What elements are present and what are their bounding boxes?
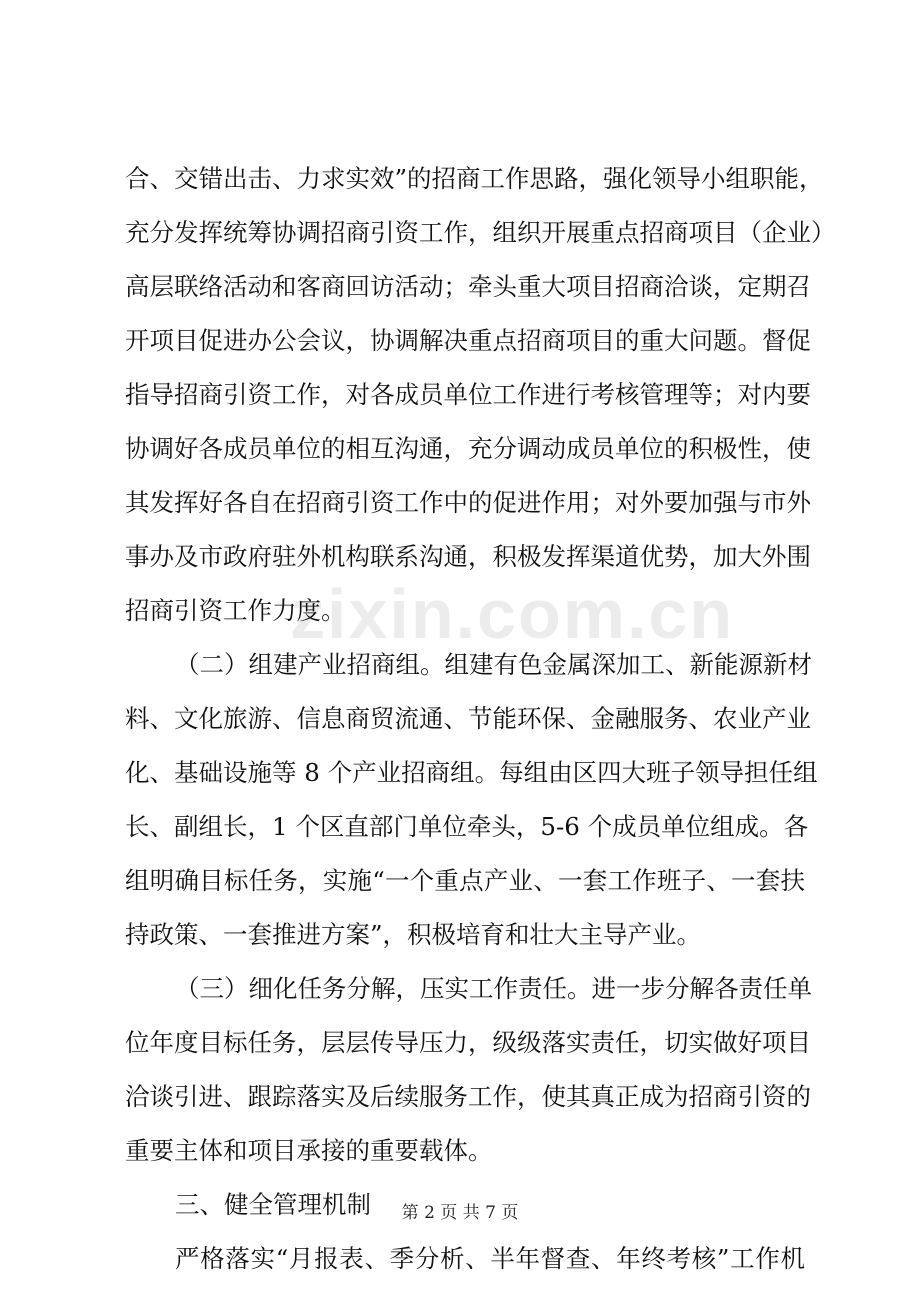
watermark: zixin.com.cn bbox=[290, 575, 735, 653]
text-line: 位年度目标任务，层层传导压力，级级落实责任，切实做好项目 bbox=[125, 1028, 811, 1057]
text-line: 其发挥好各自在招商引资工作中的促进作用；对外要加强与市外 bbox=[125, 488, 811, 517]
text-line: 高层联络活动和客商回访活动；牵头重大项目招商洽谈，定期召 bbox=[125, 272, 811, 301]
text-line: 开项目促进办公会议，协调解决重点招商项目的重大问题。督促 bbox=[125, 326, 811, 355]
text-line: 充分发挥统筹协调招商引资工作，组织开展重点招商项目（企业） bbox=[125, 218, 836, 247]
page-footer: 第 2 页 共 7 页 bbox=[401, 1203, 519, 1223]
text-line: 持政策、一套推进方案”，积极培育和壮大主导产业。 bbox=[125, 920, 702, 949]
text-line: 重要主体和项目承接的重要载体。 bbox=[125, 1136, 493, 1165]
text-line: 长、副组长，1 个区直部门单位牵头，5-6 个成员单位组成。各 bbox=[125, 812, 809, 841]
document-body bbox=[125, 152, 836, 1286]
text-line: 事办及市政府驻外机构联系沟通，积极发挥渠道优势，加大外围 bbox=[125, 542, 811, 571]
text-line: 指导招商引资工作，对各成员单位工作进行考核管理等；对内要 bbox=[125, 380, 811, 409]
paragraph-start-line: 严格落实“月报表、季分析、半年督查、年终考核”工作机 bbox=[175, 1244, 805, 1273]
text-line: 料、文化旅游、信息商贸流通、节能环保、金融服务、农业产业 bbox=[125, 704, 811, 733]
text-line: 组明确目标任务，实施“一个重点产业、一套工作班子、一套扶 bbox=[125, 866, 805, 895]
paragraph-start-line: （三）细化任务分解，压实工作责任。进一步分解各责任单 bbox=[175, 974, 812, 1003]
section-heading: 三、健全管理机制 bbox=[175, 1190, 371, 1219]
text-line: 招商引资工作力度。 bbox=[125, 596, 346, 625]
text-line: 协调好各成员单位的相互沟通，充分调动成员单位的积极性，使 bbox=[125, 434, 811, 463]
text-line: 合、交错出击、力求实效”的招商工作思路，强化领导小组职能， bbox=[125, 164, 824, 193]
paragraph-start-line: （二）组建产业招商组。组建有色金属深加工、新能源新材 bbox=[175, 650, 812, 679]
text-line: 洽谈引进、跟踪落实及后续服务工作，使其真正成为招商引资的 bbox=[125, 1082, 811, 1111]
text-line: 化、基础设施等 8 个产业招商组。每组由区四大班子领导担任组 bbox=[125, 758, 818, 787]
